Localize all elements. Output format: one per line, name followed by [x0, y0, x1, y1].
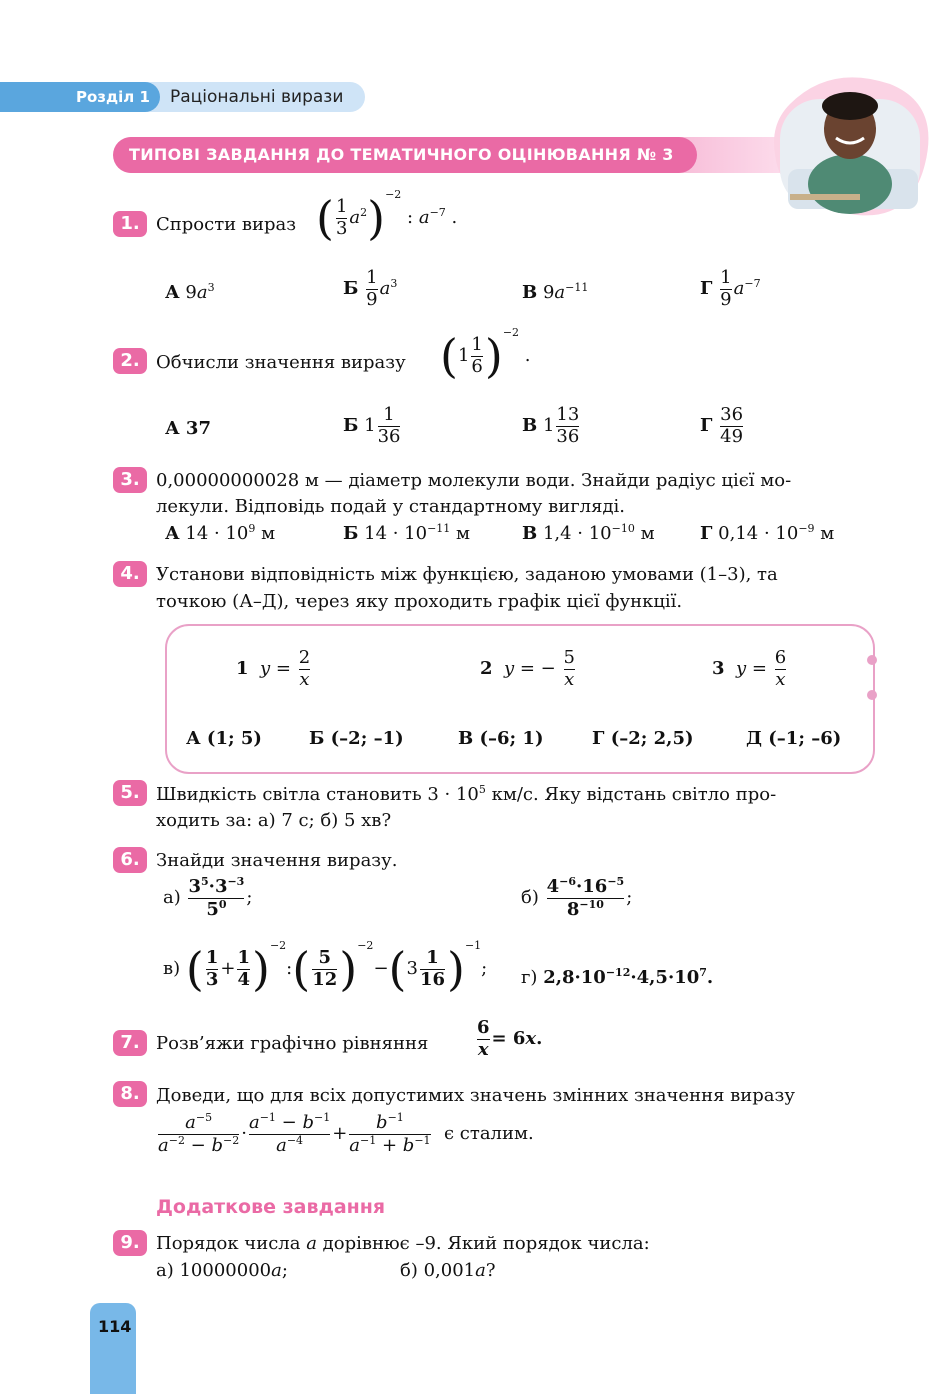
task-text: точкою (А–Д), через яку проходить графік цієї функції. [156, 591, 683, 612]
option: Б $14 \cdot 10^{-11}$ м [343, 522, 471, 544]
point: А (1; 5) [186, 728, 262, 749]
function: 3 y = $\frac{6}{x}$ [712, 647, 787, 690]
expression-g: г) $2,8\cdot 10^{-12}\cdot 4,5\cdot 10^7$. [521, 966, 714, 988]
task-number: 3. [113, 467, 147, 493]
option: б) 0,001a? [400, 1260, 496, 1281]
task-number: 9. [113, 1230, 147, 1256]
task-number: 5. [113, 780, 147, 806]
task-number: 1. [113, 211, 147, 237]
expression: ( $\frac{1}{3}$ $a^2)^{-2}$ : $a^{-7}$ . [316, 188, 458, 245]
option: Б $\frac{1}{9}$ $a^3$ [343, 267, 398, 310]
task-text: Порядок числа a дорівнює –9. Який порядок числа: [156, 1233, 650, 1254]
equation: $\frac{6}{x}$ = 6x. [477, 1017, 543, 1060]
option: В $1,4 \cdot 10^{-10}$ м [522, 522, 655, 544]
option: Г $0,14 \cdot 10^{-9}$ м [700, 522, 835, 544]
point: В (–6; 1) [458, 728, 544, 749]
expression-b: б) $\frac{4^{-6}\cdot 16^{-5}}{8^{-10}}$ ; [521, 875, 633, 920]
task-number: 7. [113, 1030, 147, 1056]
task-text: Знайди значення виразу. [156, 850, 398, 871]
task-number: 6. [113, 847, 147, 873]
function: 2 y = − $\frac{5}{x}$ [480, 647, 575, 690]
additional-heading: Додаткове завдання [156, 1196, 386, 1218]
expression: (1 $\frac{1}{6}$ )$^{-2}$ . [440, 326, 531, 383]
option: А $9a^3$ [165, 281, 215, 303]
task-text: Установи відповідність між функцією, заданою умовами (1–3), та [156, 564, 778, 585]
option: Г $\frac{36}{49}$ [700, 404, 744, 447]
section-label: Розділ 1 [0, 82, 160, 112]
page-number-tab: 114 [90, 1303, 136, 1394]
option: а) 10000000a; [156, 1260, 288, 1281]
task-text: Обчисли значення виразу [156, 352, 406, 373]
section-banner: ТИПОВІ ЗАВДАННЯ ДО ТЕМАТИЧНОГО ОЦІНЮВАННЯ № 3 [113, 137, 697, 173]
task-text: Спрости вираз [156, 214, 297, 235]
option: Б 1 $\frac{1}{36}$ [343, 404, 401, 447]
option: А $14 \cdot 10^9$ м [165, 522, 276, 544]
point: Д (–1; –6) [746, 728, 842, 749]
expression: $\frac{a^{-5}}{a^{-2} - b^{-2}}$ · $\frac{a^{-1} - b^{-1}}{a^{-4}}$ + $\frac{b^{-1}}{a^{-1} + b^{-1}}$ є сталим. [158, 1111, 534, 1156]
task-text: 0,00000000028 м — діаметр молекули води. Знайди радіус цієї мо- [156, 470, 792, 491]
task-text: лекули. Відповідь подай у стандартному вигляді. [156, 496, 626, 517]
task-text: Доведи, що для всіх допустимих значень змінних значення виразу [156, 1085, 795, 1106]
chapter-title: Раціональні вирази [170, 87, 344, 107]
option: А 37 [165, 418, 211, 439]
matching-box [165, 624, 875, 774]
task-text: ходить за: а) 7 с; б) 5 хв? [156, 810, 392, 831]
option: Г $\frac{1}{9}$ $a^{-7}$ [700, 267, 761, 310]
task-text: Швидкість світла становить $3 \cdot 10^5$ км/с. Яку відстань світло про- [156, 783, 777, 805]
point: Г (–2; 2,5) [592, 728, 694, 749]
task-number: 2. [113, 348, 147, 374]
point: Б (–2; –1) [309, 728, 404, 749]
option: В 1 $\frac{13}{36}$ [522, 404, 580, 447]
box-dot [867, 655, 877, 665]
expression-a: а) $\frac{3^5\cdot 3^{-3}}{5^0}$ ; [163, 875, 253, 920]
function: 1 y = $\frac{2}{x}$ [236, 647, 311, 690]
box-dot [867, 690, 877, 700]
task-number: 8. [113, 1081, 147, 1107]
expression-v: в) ( $\frac{1}{3}$ + $\frac{1}{4}$ )$^{-2}$:( $\frac{5}{12}$ )$^{-2}$−(3 $\frac{1}{16}$ )$^{-1}$; [163, 939, 488, 996]
student-photo [770, 74, 932, 224]
task-text: Розв’яжи графічно рівняння [156, 1033, 429, 1054]
option: В $9a^{-11}$ [522, 281, 589, 303]
task-number: 4. [113, 561, 147, 587]
